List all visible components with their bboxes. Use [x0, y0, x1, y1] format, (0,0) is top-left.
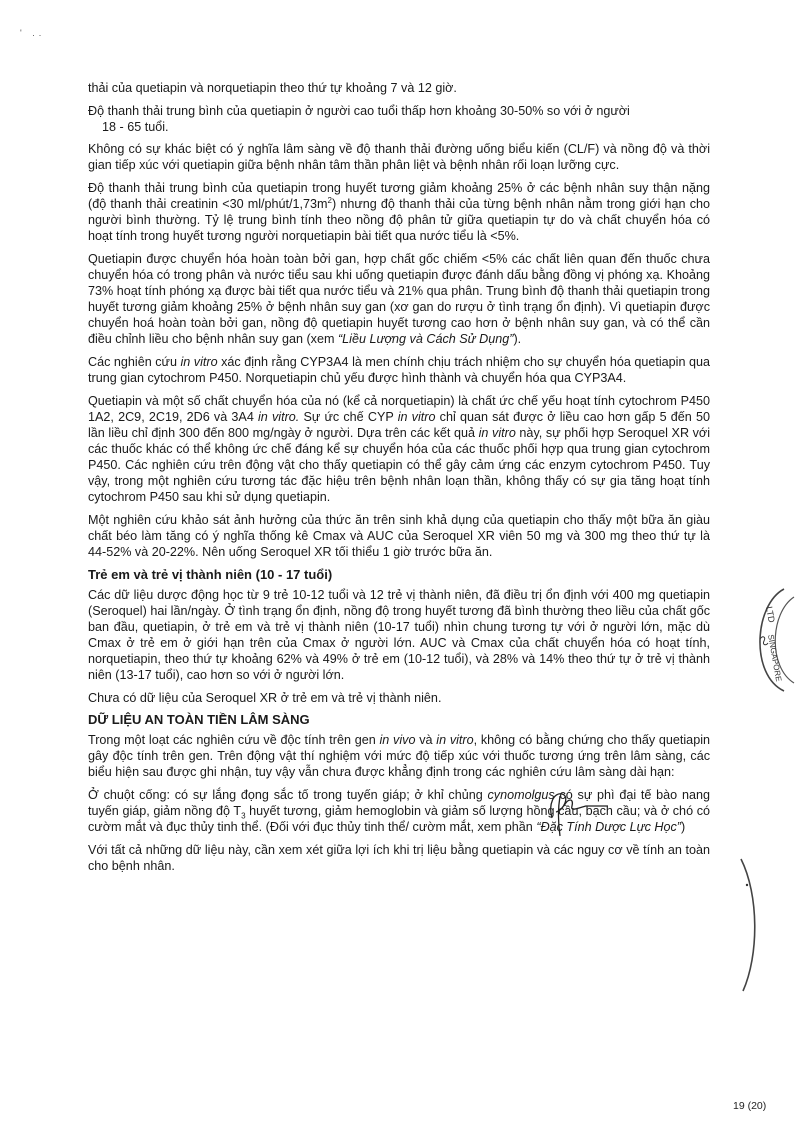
scan-specks: ' .. [20, 28, 46, 38]
stamp-edge-mark [737, 855, 763, 995]
svg-text:LTD: LTD [764, 605, 777, 624]
heading-children-adolescents: Trẻ em và trẻ vị thành niên (10 - 17 tuổi) [88, 566, 333, 582]
handwritten-initials [542, 784, 612, 840]
paragraph-clearance-half-life: thải của quetiapin và norquetiapin theo thứ tự khoảng 7 và 12 giờ. [88, 81, 457, 95]
paragraph-cyp-inhibition: Quetiapin và một số chất chuyển hóa của nó (kể cả norquetiapin) là chất ức chế yếu hoạt tính cytochrom P450 1A2, 2C9, 2C19, 2D6 và 3A4 in vitro. Sự ức chế CYP in vitro chỉ quan sát được ở liều cao hơn gấp 5 đến 50 lần liều chỉ định 300 đến 800 mg/ngày ở người. Dựa trên các kết quả in vitro này, sự phối hợp Seroquel XR với các thuốc khác có thể không ức chế đáng kể sự chuyển hóa của các thuốc phối hợp qua trung gian cytochrom P450. Các nghiên cứu trên động vật cho thấy quetiapin có thể gây cảm ứng các enzym cytochrom P450. Tuy vậy, trong một nghiên cứu tương tác đặc hiệu trên bệnh nhân loạn thần, không thấy có sự gia tăng hoạt tính cytochrom P450 sau khi sử dụng quetiapin. [88, 393, 710, 505]
document-body [88, 80, 710, 880]
paragraph-hepatic-metabolism: Quetiapin được chuyển hóa hoàn toàn bởi gan, hợp chất gốc chiếm <5% các chất liên quan đến thuốc chưa chuyển hóa có trong phân và nước tiểu sau khi uống quetiapin được đánh dấu bằng đồng vị phóng xạ. Khoảng 73% hoạt tính phóng xạ được bài tiết qua nước tiểu và 21% qua phân. Trung bình độ thanh thải quetiapin trong huyết tương giảm khoảng 25% ở bệnh nhân suy gan (xơ gan do rượu ở tình trạng ổn định). Vì quetiapin được chuyển hoá hoàn toàn bởi gan, nồng độ quetiapin huyết tương cao hơn ở bệnh nhân suy gan, và có thể cần điều chỉnh liều cho bệnh nhân suy gan (xem “Liều Lượng và Cách Sử Dụng”). [88, 251, 710, 347]
paragraph-genotoxicity: Trong một loạt các nghiên cứu về độc tính trên gen in vivo và in vitro, không có bằng chứng cho thấy quetiapin gây độc tính trên gen. Trên động vật thí nghiệm với mức độ tiếp xúc với thuốc tương ứng trên lâm sàng, các biểu hiện sau được ghi nhận, tuy vậy vẫn chưa được khẳng định trong các nghiên cứu lâm sàng dài hạn: [88, 733, 710, 780]
svg-text:SINGAPORE: SINGAPORE [766, 633, 784, 683]
paragraph-risk-benefit: Với tất cả những dữ liệu này, cần xem xét giữa lợi ích khi trị liệu bằng quetiapin và các nguy cơ về tính an toàn cho bệnh nhân. [88, 842, 710, 873]
page-number: 19 (20) [733, 1100, 767, 1112]
company-stamp [744, 585, 800, 695]
paragraph-pediatric-pk: Các dữ liệu dược động học từ 9 trẻ 10-12 tuổi và 12 trẻ vị thành niên, đã điều trị ổn định với 400 mg quetiapin (Seroquel) hai lần/ngày. Ở tình trạng ổn định, nồng độ trong huyết tương đã bình thường theo liều của chất gốc ban đầu, quetiapin, ở trẻ em và trẻ vị thành niên (10-17 tuổi) nhìn chung tương tự với ở người lớn, mặc dù Cmax ở trẻ em ở giới hạn trên của Cmax ở người lớn. AUC và Cmax của chất chuyển hóa có hoạt tính, norquetiapin, theo thứ tự khoảng 62% và 49% ở trẻ em (10-12 tuổi), và 28% và 14% theo thứ tự ở trẻ vị thành niên (13-17 tuổi), cao hơn so với ở người lớn. [88, 587, 710, 682]
paragraph-renal-impairment: Độ thanh thải trung bình của quetiapin trong huyết tương giảm khoảng 25% ở các bệnh nhân suy thận nặng (độ thanh thải creatinin <30 $ml/phút/1,73m^2$) nhưng độ thanh thải của từng bệnh nhân nằm trong giới hạn cho người bình thường. Tỷ lệ trung bình tính theo nồng độ phân tử giữa quetiapin tự do và chất chuyển hóa có hoạt tính trong huyết tương người norquetiapin bài tiết qua nước tiểu là <5%. [88, 180, 711, 244]
paragraph-food-effect: Một nghiên cứu khảo sát ảnh hưởng của thức ăn trên sinh khả dụng của quetiapin cho thấy một bữa ăn giàu chất béo làm tăng có ý nghĩa thống kê Cmax và AUC của Seroquel XR viên 50 mg và 300 mg theo thứ tự là 44-52% và 20-22%. Nên uống Seroquel XR tối thiểu 1 giờ trước bữa ăn. [88, 512, 710, 559]
paragraph-cyp3a4: Các nghiên cứu in vitro xác định rằng CYP3A4 là men chính chịu trách nhiệm cho sự chuyển hóa quetiapin qua trung gian cytochrom P450. Norquetiapin chủ yếu được hình thành và chuyển hóa qua CYP3A4. [88, 354, 710, 385]
paragraph-no-pediatric-data: Chưa có dữ liệu của Seroquel XR ở trẻ em và trẻ vị thành niên. [88, 690, 442, 705]
paragraph-animal-findings: Ở chuột cống: có sự lắng đọng sắc tố trong tuyến giáp; ở khỉ chủng cynomolgus có sự phì đại tế bào nang tuyến giáp, giảm nồng độ $T_3$ huyết tương, giảm hemoglobin và giảm số lượng hồng cầu, bạch cầu; và ở chó có cườm mắt và đục thủy tinh thể. (Đối với đục thủy tinh thể/ cườm mắt, xem phần “Đặc Tính Dược Lực Học”) [88, 787, 711, 835]
paragraph-schizophrenia-bipolar: Không có sự khác biệt có ý nghĩa lâm sàng về độ thanh thải đường uống biểu kiến (CL/F) và nồng độ và thời gian tiếp xúc với quetiapin giữa bệnh nhân tâm thần phân liệt và bệnh nhân rối loạn lưỡng cực. [88, 142, 710, 173]
heading-preclinical-safety: DỮ LIỆU AN TOÀN TIỀN LÂM SÀNG [88, 712, 310, 728]
paragraph-elderly-clearance: Độ thanh thải trung bình của quetiapin ở người cao tuổi thấp hơn khoảng 30-50% so với ở người 18 - 65 tuổi. [88, 103, 630, 134]
